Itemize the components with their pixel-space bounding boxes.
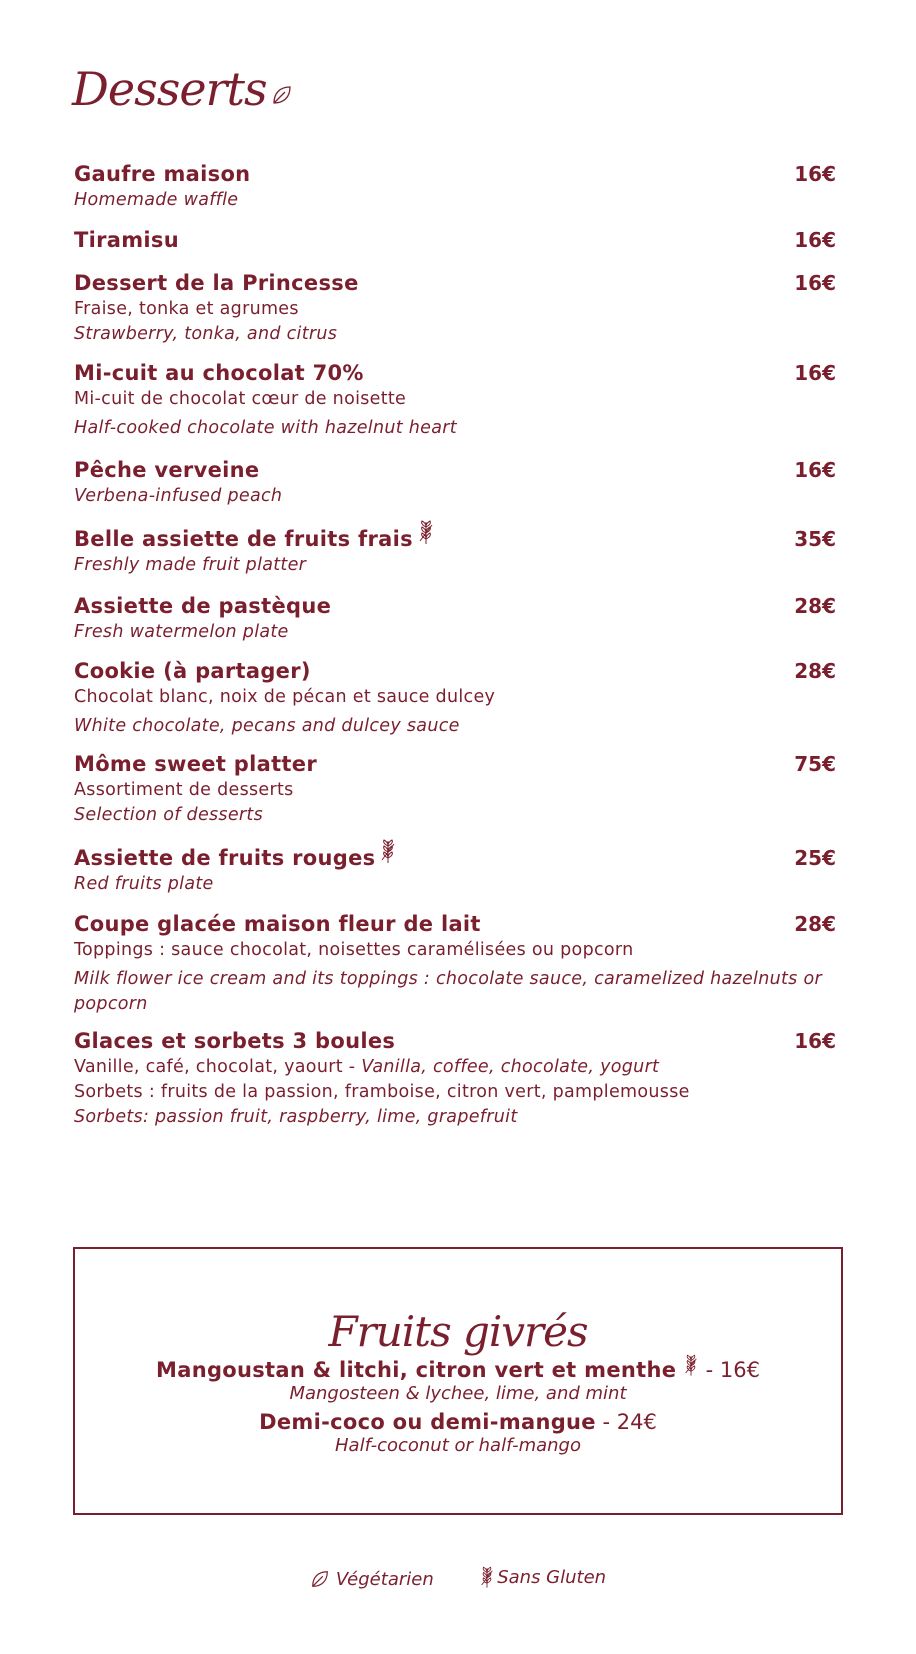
box-item: [75, 1357, 841, 1383]
item-desc-fr: Sorbets : fruits de la passion, framboise, citron vert, pamplemousse: [74, 1082, 690, 1102]
item-desc-en: Sorbets: passion fruit, raspberry, lime, grapefruit: [74, 1107, 518, 1127]
vegetarian-icon: [271, 84, 293, 106]
gluten-free-icon: [479, 1565, 495, 1589]
gluten-free-icon: [683, 1353, 699, 1377]
legend: [0, 1565, 916, 1594]
box-item: [75, 1409, 841, 1435]
item-name: Coupe glacée maison fleur de lait: [74, 912, 481, 936]
item-desc-en: Homemade waffle: [74, 190, 239, 210]
menu-item: [74, 160, 840, 213]
item-price: 16€: [794, 271, 836, 295]
item-name: Dessert de la Princesse: [74, 271, 359, 295]
item-desc-fr: Fraise, tonka et agrumes: [74, 299, 299, 319]
legend-vegetarian: [310, 1569, 434, 1590]
menu-item: [74, 226, 840, 254]
item-name: Mi-cuit au chocolat 70%: [74, 361, 364, 385]
gluten-free-icon: [417, 519, 435, 545]
item-name-text: Belle assiette de fruits frais: [74, 527, 413, 551]
item-name: Assiette de pastèque: [74, 594, 332, 618]
item-name: Gaufre maison: [74, 162, 251, 186]
item-desc-fr: Vanille, café, chocolat, yaourt -: [74, 1057, 362, 1077]
menu-item: [74, 359, 840, 441]
item-price: 28€: [794, 659, 836, 683]
menu-item: [74, 525, 840, 578]
item-name: [74, 525, 435, 553]
item-name: Môme sweet platter: [74, 752, 317, 776]
legend-gluten-free-label: Sans Gluten: [497, 1566, 607, 1588]
item-desc-fr: Mi-cuit de chocolat cœur de noisette: [74, 389, 407, 409]
item-price: 16€: [794, 1029, 836, 1053]
item-desc-en: Freshly made fruit platter: [74, 555, 307, 575]
vegetarian-icon: [310, 1569, 330, 1589]
item-desc-en: White chocolate, pecans and dulcey sauce: [74, 716, 460, 736]
item-price: 28€: [794, 912, 836, 936]
menu-item: [74, 269, 840, 347]
item-desc-en: Fresh watermelon plate: [74, 622, 289, 642]
box-item-name: Mangoustan & litchi, citron vert et menthe: [156, 1358, 677, 1382]
item-price: 16€: [794, 458, 836, 482]
item-price: 75€: [794, 752, 836, 776]
item-desc-en: Vanilla, coffee, chocolate, yogurt: [361, 1057, 660, 1077]
item-name: Glaces et sorbets 3 boules: [74, 1029, 396, 1053]
menu-item: [74, 844, 840, 897]
item-desc-fr: Assortiment de desserts: [74, 780, 294, 800]
box-item-en: Mangosteen & lychee, lime, and mint: [289, 1383, 627, 1404]
item-name: [74, 844, 397, 872]
frozen-fruits-box: [73, 1247, 843, 1515]
item-desc-fr: Toppings : sauce chocolat, noisettes caramélisées ou popcorn: [74, 940, 634, 960]
legend-vegetarian-label: Végétarien: [335, 1568, 434, 1590]
menu-item: [74, 592, 840, 645]
item-desc-fr: Chocolat blanc, noix de pécan et sauce dulcey: [74, 687, 496, 707]
item-desc-en: Selection of desserts: [74, 805, 263, 825]
item-desc-en: Strawberry, tonka, and citrus: [74, 324, 338, 344]
legend-gluten-free: [479, 1565, 606, 1589]
menu-item: [74, 456, 840, 509]
item-price: 35€: [794, 527, 836, 551]
item-price: 25€: [794, 846, 836, 870]
box-item-name: Demi-coco ou demi-mangue: [259, 1410, 596, 1434]
item-name: Pêche verveine: [74, 458, 260, 482]
box-title: Fruits givrés: [328, 1307, 588, 1356]
item-price: 16€: [794, 361, 836, 385]
item-name-text: Assiette de fruits rouges: [74, 846, 376, 870]
item-price: 16€: [794, 162, 836, 186]
item-desc-line: [74, 1055, 840, 1080]
menu-item: [74, 750, 840, 828]
box-item-price: - 16€: [698, 1358, 760, 1382]
menu-item: [74, 910, 840, 1017]
item-price: 28€: [794, 594, 836, 618]
box-item-price: - 24€: [595, 1410, 657, 1434]
item-desc-en: Milk flower ice cream and its toppings : chocolate sauce, caramelized hazelnuts or popcorn: [74, 969, 822, 1014]
page-title-text: Desserts: [72, 62, 267, 116]
page-title: [72, 62, 293, 116]
gluten-free-icon: [379, 838, 397, 864]
item-name: Tiramisu: [74, 228, 179, 252]
item-price: 16€: [794, 228, 836, 252]
menu-item: [74, 657, 840, 739]
item-name: Cookie (à partager): [74, 659, 311, 683]
item-desc-en: Verbena-infused peach: [74, 486, 283, 506]
item-desc-en: Red fruits plate: [74, 874, 214, 894]
item-desc-en: Half-cooked chocolate with hazelnut heart: [74, 418, 457, 438]
box-item-en: Half-coconut or half-mango: [335, 1435, 581, 1456]
menu-item: [74, 1027, 840, 1130]
